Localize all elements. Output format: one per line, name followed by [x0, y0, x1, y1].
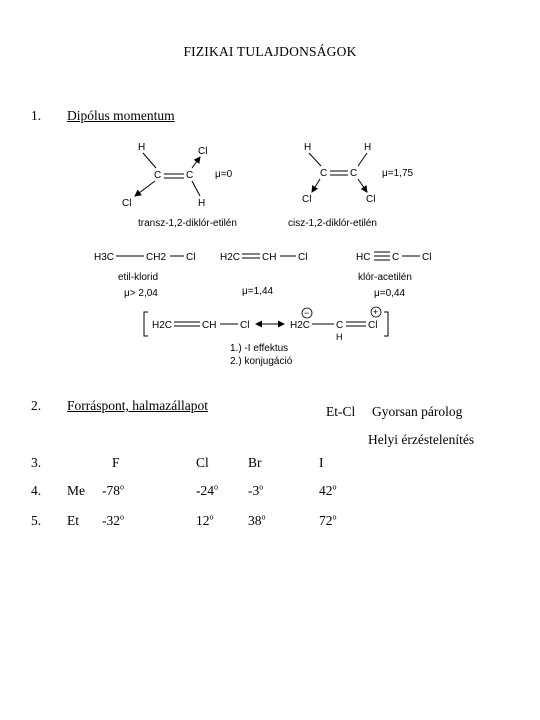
mu-value: μ=1,44 [242, 286, 274, 297]
section-number-2: 2. [31, 398, 42, 413]
formula-h3c: H3C [94, 252, 115, 263]
atom-cl: Cl [302, 194, 312, 205]
table-row-number: 5. [31, 513, 42, 528]
mu-value: μ=0,44 [374, 288, 406, 299]
atom-c: C [350, 168, 358, 179]
formula-cl: Cl [298, 252, 308, 263]
atom-c: C [320, 168, 328, 179]
atom-cl: Cl [366, 194, 376, 205]
effect-inductive: 1.) -I effektus [230, 343, 289, 354]
table-row-number: 4. [31, 483, 42, 498]
resonance-structures [144, 307, 388, 367]
positive-charge: + [373, 307, 379, 317]
formula-cl: Cl [240, 320, 250, 331]
formula-h2c: H2C [152, 320, 173, 331]
atom-h: H [198, 198, 206, 209]
ethyl-chloride [94, 252, 195, 299]
molecule-name: klór-acetilén [358, 272, 412, 283]
header-f: F [112, 455, 120, 470]
formula-h2c: H2C [220, 252, 241, 263]
mu-value: μ> 2,04 [124, 288, 158, 299]
cell-et-i: 72$^o$ [319, 512, 337, 528]
cell-et-f: -32$^o$ [102, 512, 124, 528]
molecule-name: transz-1,2-diklór-etilén [138, 218, 237, 229]
row-label-et: Et [67, 513, 79, 528]
formula-c: C [336, 320, 344, 331]
section-heading-boiling-point: Forráspont, halmazállapot [67, 398, 208, 413]
atom-h: H [364, 142, 372, 153]
molecule-name: etil-klorid [118, 272, 159, 283]
side-note-anesthesia: Helyi érzéstelenítés [368, 432, 475, 447]
mu-value: μ=0 [215, 169, 233, 180]
trans-dichloroethylene [122, 142, 237, 229]
molecule-name: cisz-1,2-diklór-etilén [288, 218, 377, 229]
table-row-number: 3. [31, 455, 42, 470]
atom-c: C [154, 170, 162, 181]
vinyl-chloride [220, 252, 307, 297]
section-number-1: 1. [31, 108, 42, 123]
atom-cl: Cl [198, 146, 208, 157]
section-heading-dipole: Dipólus momentum [67, 108, 175, 123]
cell-me-f: -78$^o$ [102, 482, 124, 498]
formula-ch: CH [202, 320, 217, 331]
formula-h2c: H2C [290, 320, 311, 331]
formula-hc: HC [356, 252, 371, 263]
page-title: FIZIKAI TULAJDONSÁGOK [183, 44, 357, 59]
row-label-me: Me [67, 483, 85, 498]
negative-charge: − [304, 308, 310, 318]
atom-h: H [304, 142, 312, 153]
effect-conjugation: 2.) konjugáció [230, 356, 293, 367]
formula-cl: Cl [422, 252, 432, 263]
mu-value: μ=1,75 [382, 168, 414, 179]
cell-et-br: 38$^o$ [248, 512, 266, 528]
formula-ch2: CH2 [146, 252, 167, 263]
cell-me-i: 42$^o$ [319, 482, 337, 498]
formula-c: C [392, 252, 400, 263]
cell-et-cl: 12$^o$ [196, 512, 214, 528]
formula-h: H [336, 332, 343, 342]
atom-h: H [138, 142, 146, 153]
header-i: I [319, 455, 324, 470]
formula-cl: Cl [186, 252, 196, 263]
atom-cl: Cl [122, 198, 132, 209]
header-cl: Cl [196, 455, 209, 470]
formula-cl: Cl [368, 320, 378, 331]
cell-me-br: -3$^o$ [248, 482, 264, 498]
cis-dichloroethylene [288, 142, 414, 229]
atom-c: C [186, 170, 194, 181]
side-note-etcl: Et-Cl [326, 404, 356, 419]
header-br: Br [248, 455, 262, 470]
cell-me-cl: -24$^o$ [196, 482, 218, 498]
chloroacetylene [356, 252, 431, 299]
formula-ch: CH [262, 252, 277, 263]
side-note-evaporates: Gyorsan párolog [372, 404, 463, 419]
dipole-diagram [80, 130, 480, 370]
